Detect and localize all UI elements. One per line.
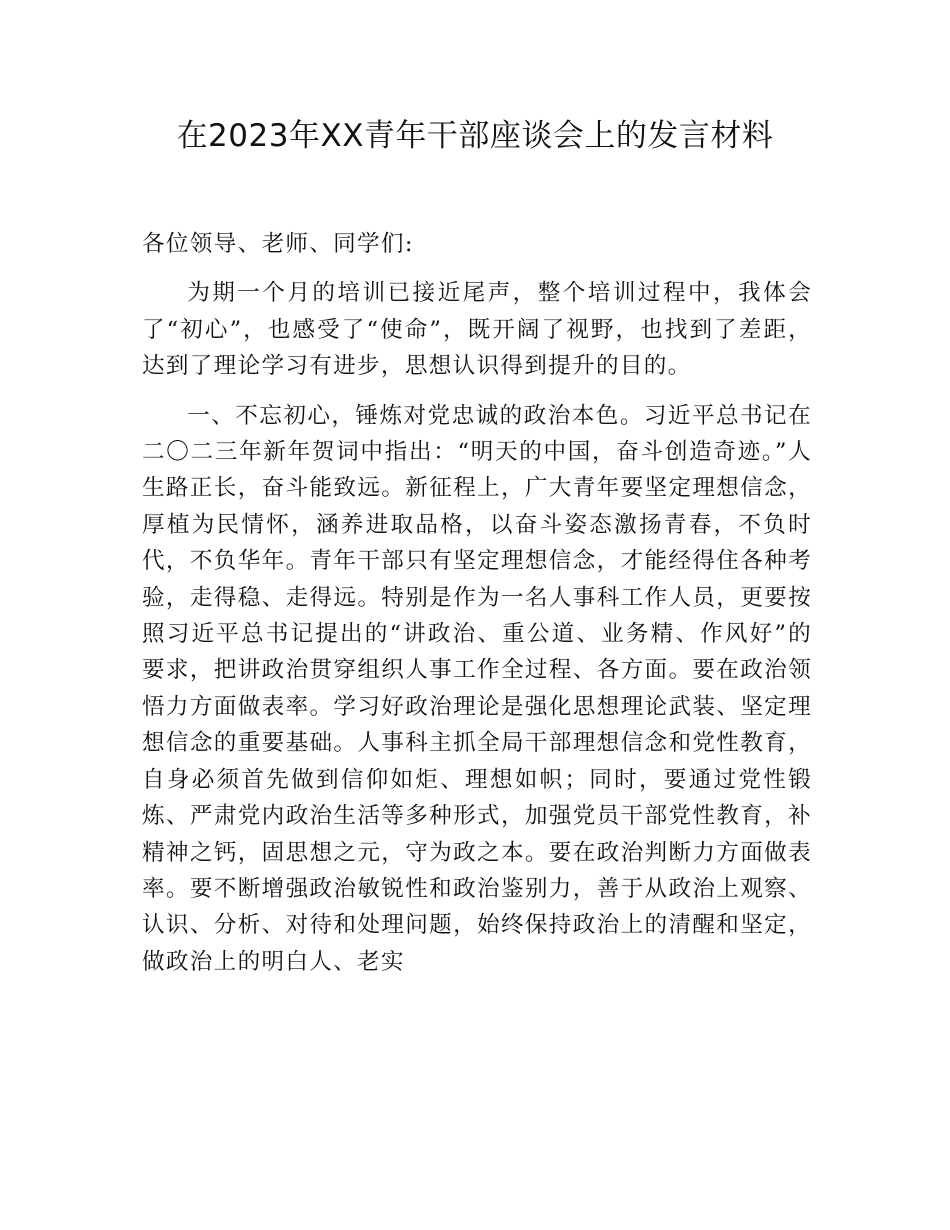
document-body [142,226,812,993]
salutation: 各位领导、老师、同学们: [142,231,414,257]
paragraph-section-one: 一、不忘初心，锤炼对党忠诚的政治本色。习近平总书记在二〇二三年新年贺词中指出：“明天的中国，奋斗创造奇迹。”人生路正长，奋斗能致远。新征程上，广大青年要坚定理想信念，厚植为民情怀，涵养进取品格，以奋斗姿态激扬青春，不负时代，不负华年。青年干部只有坚定理想信念，才能经得住各种考验，走得稳、走得远。特别是作为一名人事科工作人员，更要按照习近平总书记提出的“讲政治、重公道、业务精、作风好”的要求，把讲政治贯穿组织人事工作全过程、各方面。要在政治领悟力方面做表率。学习好政治理论是强化思想理论武装、坚定理想信念的重要基础。人事科主抓全局干部理想信念和党性教育，自身必须首先做到信仰如炬、理想如帜；同时，要通过党性锻炼、严肃党内政治生活等多种形式，加强党员干部党性教育，补精神之钙，固思想之元，守为政之本。要在政治判断力方面做表率。要不断增强政治敏锐性和政治鉴别力，善于从政治上观察、认识、分析、对待和处理问题，始终保持政治上的清醒和坚定，做政治上的明白人、老实 [142,402,812,975]
paragraph-intro: 为期一个月的培训已接近尾声，整个培训过程中，我体会了“初心”，也感受了“使命”，既开阔了视野，也找到了差距，达到了理论学习有进步，思想认识得到提升的目的。 [142,280,812,380]
document-title: 在2023年XX青年干部座谈会上的发言材料 [176,118,774,154]
